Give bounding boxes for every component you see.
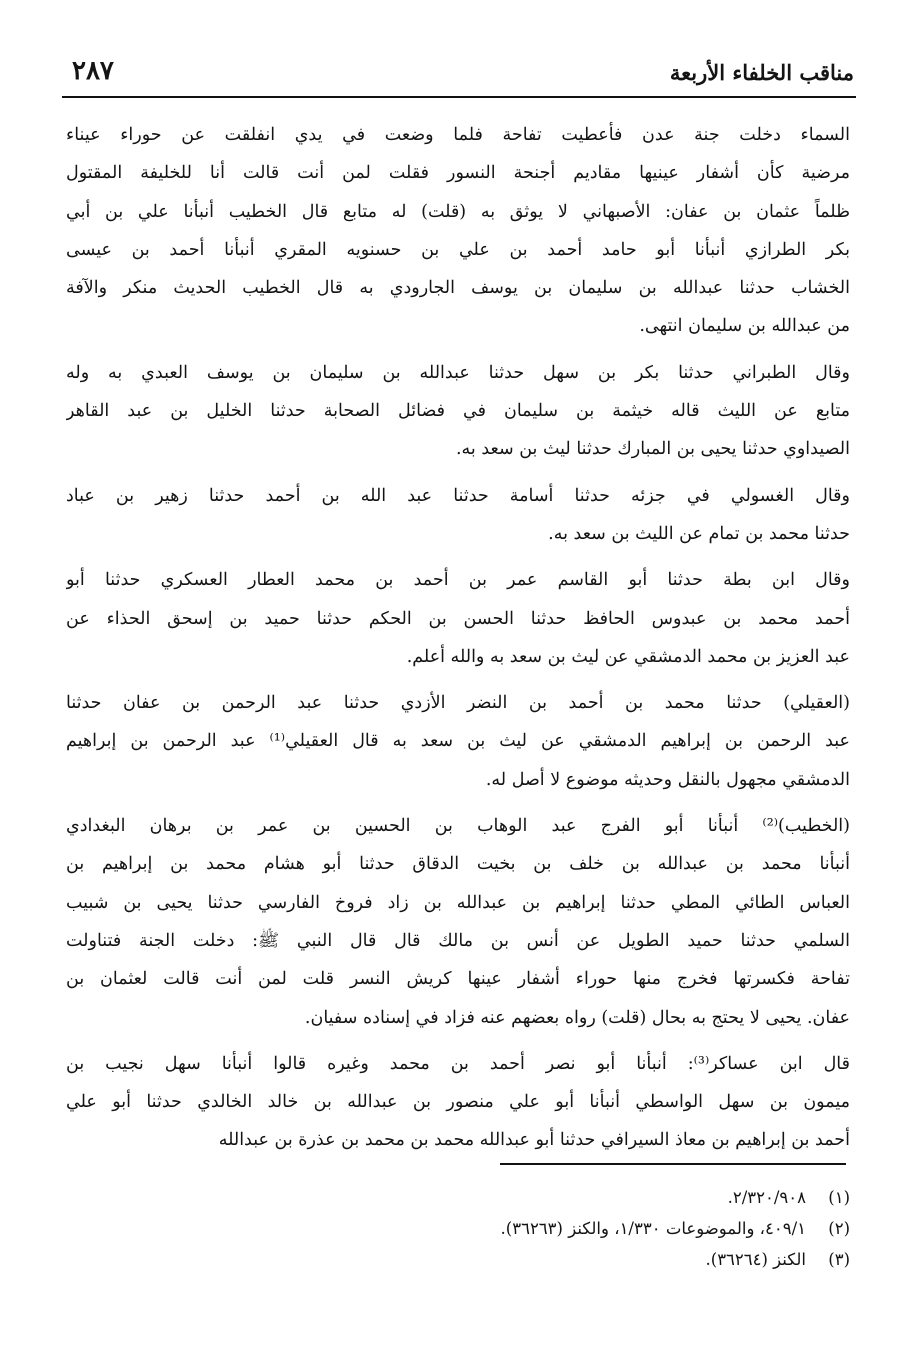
text-line: أنبأنا محمد بن عبدالله بن خلف بن بخيت الدقاق حدثنا أبو هشام محمد بن إبراهيم بن [66,854,850,875]
text-line: (الخطيب)⁽²⁾ أنبأنا أبو الفرج عبد الوهاب بن الحسين بن عمر بن برهان البغدادي [66,816,850,837]
footnote-number: (١) [828,1188,850,1207]
text-line: السماء دخلت جنة عدن فأعطيت تفاحة فلما وضعت في يدي انفلقت عن حوراء عيناء [66,125,850,145]
text-line: ظلماً عثمان بن عفان: الأصبهاني لا يوثق به (قلت) له متابع قال الخطيب أنبأنا علي بن أبي [66,201,850,222]
text-line: حدثنا محمد بن تمام عن الليث بن سعد به. [548,523,850,544]
paragraph [66,354,850,469]
text-line: السلمي حدثنا حميد الطويل عن أنس بن مالك قال قال النبي ﷺ: دخلت الجنة فتناولت [66,930,850,951]
footnotes [380,1182,850,1275]
text-line: وقال ابن بطة حدثنا أبو القاسم عمر بن أحمد بن محمد العطار العسكري حدثنا أبو [66,570,850,591]
text-line: بكر الطرازي أنبأنا أبو حامد أحمد بن علي بن حسنويه المقري أنبأنا أحمد بن عيسى [66,239,850,260]
running-title: مناقب الخلفاء الأربعة [669,60,854,85]
text-line: من عبدالله بن سليمان انتهى. [639,316,850,337]
footnote-text: ٢/٣٢٠/٩٠٨. [727,1188,806,1207]
footnote [380,1182,850,1213]
paragraph [66,561,850,676]
page-number: ٢٨٧ [72,56,114,86]
paragraph [66,1045,850,1160]
text-line: عبد العزيز بن محمد الدمشقي عن ليث بن سعد به والله أعلم. [406,646,850,667]
footnote [380,1244,850,1275]
footnote-number: (٣) [828,1250,850,1269]
text-line: ميمون بن سهل الواسطي أنبأنا أبو علي منصور بن عبدالله بن خالد الخالدي حدثنا أبو علي [66,1092,850,1113]
paragraph [66,807,850,1037]
text-line: الخشاب حدثنا عبدالله بن سليمان بن يوسف الجارودي به قال الخطيب الحديث منكر والآفة [66,278,850,299]
text-line: عبد الرحمن بن إبراهيم الدمشقي عن ليث بن سعد به قال العقيلي⁽¹⁾ عبد الرحمن بن إبراهيم [66,731,850,752]
footnote-number: (٢) [828,1219,850,1238]
paragraph [66,477,850,554]
text-line: وقال الغسولي في جزئه حدثنا أسامة حدثنا عبد الله بن أحمد حدثنا زهير بن عباد [66,485,850,506]
text-line: متابع عن الليث قاله خيثمة بن سليمان في فضائل الصحابة حدثنا الخليل بن عبد القاهر [66,401,850,422]
footnote-text: ٤٠٩/١، والموضوعات ١/٣٣٠، والكنز (٣٦٢٦٣). [500,1219,806,1238]
page-header [62,56,856,98]
text-line: الصيداوي حدثنا يحيى بن المبارك حدثنا ليث بن سعد به. [455,439,850,460]
paragraph [66,116,850,346]
footnote-separator [500,1163,846,1165]
text-line: أحمد بن إبراهيم بن معاذ السيرافي حدثنا أبو عبدالله محمد بن محمد بن عذرة بن عبدالله [218,1130,850,1151]
footnote [380,1213,850,1244]
text-line: أحمد محمد بن عبدوس الحافظ حدثنا الحسن بن الحكم حدثنا حميد بن إسحق الحذاء عن [66,608,850,629]
text-line: (العقيلي) حدثنا محمد بن أحمد بن النضر الأزدي حدثنا عبد الرحمن بن عفان حدثنا [66,693,850,714]
footnote-text: الكنز (٣٦٢٦٤). [705,1250,806,1269]
main-text [66,116,850,1160]
text-line: وقال الطبراني حدثنا بكر بن سهل حدثنا عبدالله بن سليمان بن يوسف العبدي به وله [66,362,850,383]
text-line: الدمشقي مجهول بالنقل وحديثه موضوع لا أصل له. [485,769,850,790]
text-line: تفاحة فكسرتها فخرج منها حوراء أشفار عينها كريش النسر قلت لمن أنت قالت لعثمان بن [66,969,850,990]
paragraph [66,684,850,799]
text-line: قال ابن عساكر⁽³⁾: أنبأنا أبو نصر أحمد بن محمد وغيره قالوا أنبأنا سهل نجيب بن [66,1053,850,1074]
text-line: العباس الطائي المطي حدثنا إبراهيم بن عبدالله بن زاد فروخ الفارسي حدثنا يحيى بن شبيب [66,892,850,913]
text-line: مرضية كأن أشفار عينيها مقاديم أجنحة النسور فقلت لمن أنت قالت أنا للخليفة المقتول [66,163,850,184]
text-line: عفان. يحيى لا يحتج به بحال (قلت) رواه بعضهم عنه فزاد في إسناده سفيان. [304,1007,850,1028]
